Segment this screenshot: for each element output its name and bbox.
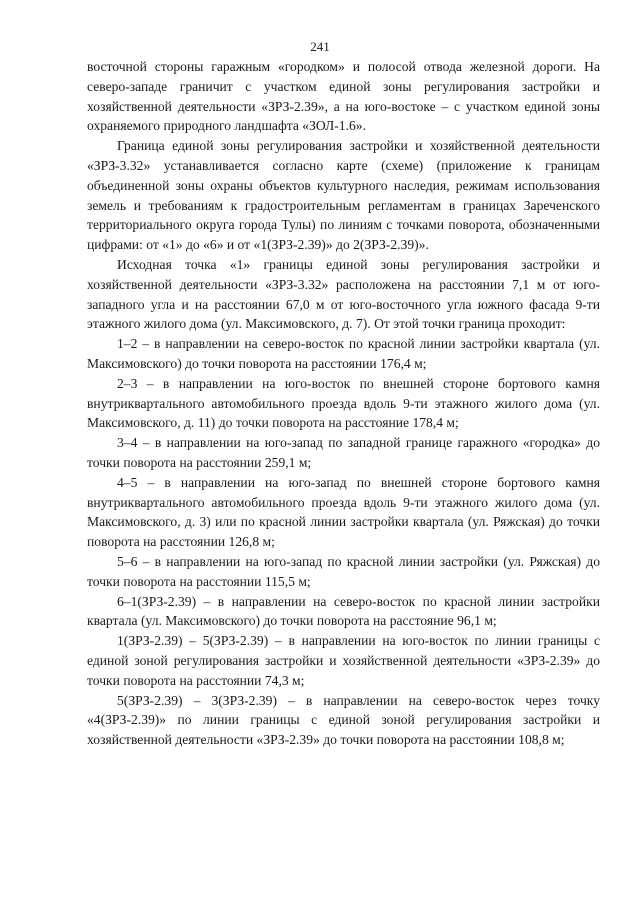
paragraph: 1(ЗРЗ-2.39) – 5(ЗРЗ-2.39) – в направлении на юго-восток по линии границы с единой зоной регулирования застройки и хозяйственной деятельности «ЗРЗ-2.39» до точки поворота на расстоянии 74,3 м; — [87, 633, 600, 688]
paragraph: Граница единой зоны регулирования застройки и хозяйственной деятельности «ЗРЗ-3.32» устанавливается согласно карте (схеме) (приложение к границам объединенной зоны охраны объектов культурного наследия, режимам использования земель и требованиям к градостроительным регламентам в границах Зареченского территориального округа города Тулы) по линиям с точками поворота, обозначенными цифрами: от «1» до «6» и от «1(ЗРЗ-2.39)» до 2(ЗРЗ-2.39)». — [87, 138, 600, 253]
paragraph: Исходная точка «1» границы единой зоны регулирования застройки и хозяйственной деятельности «ЗРЗ-3.32» расположена на расстоянии 7,1 м от юго-западного угла и на расстоянии 67,0 м от юго-восточного угла южного фасада 9-ти этажного жилого дома (ул. Максимовского, д. 7). От этой точки граница проходит: — [87, 256, 600, 332]
page-number: 241 — [310, 39, 330, 54]
paragraph: 4–5 – в направлении на юго-запад по внешней стороне бортового камня внутриквартального автомобильного проезда вдоль 9-ти этажного жилого дома (ул. Максимовского, д. 3) или по красной линии застройки квартала (ул. Ряжская) до точки поворота на расстоянии 126,8 м; — [87, 474, 600, 550]
paragraph: восточной стороны гаражным «городком» и полосой отвода железной дороги. На северо-западе граничит с участком единой зоны регулирования застройки и хозяйственной деятельности «ЗРЗ-2.39», а на юго-востоке – с участком единой зоны охраняемого природного ландшафта «ЗОЛ-1.6». — [87, 59, 600, 134]
paragraph: 3–4 – в направлении на юго-запад по западной границе гаражного «городка» до точки поворота на расстоянии 259,1 м; — [87, 435, 600, 470]
paragraph: 2–3 – в направлении на юго-восток по внешней стороне бортового камня внутриквартального автомобильного проезда вдоль 9-ти этажного жилого дома (ул. Максимовского, д. 11) до точки поворота на расстояние 178,4 м; — [87, 375, 600, 431]
body-text — [87, 57, 600, 750]
paragraph: 6–1(ЗРЗ-2.39) – в направлении на северо-восток по красной линии застройки квартала (ул. Максимовского) до точки поворота на расстояние 96,1 м; — [87, 593, 600, 629]
paragraph: 1–2 – в направлении на северо-восток по красной линии застройки квартала (ул. Максимовского) до точки поворота на расстоянии 176,4 м; — [87, 336, 600, 371]
paragraph: 5–6 – в направлении на юго-запад по красной линии застройки (ул. Ряжская) до точки поворота на расстоянии 115,5 м; — [87, 553, 600, 589]
paragraph: 5(ЗРЗ-2.39) – 3(ЗРЗ-2.39) – в направлении на северо-восток через точку «4(ЗРЗ-2.39)» по линии границы с единой зоной регулирования застройки и хозяйственной деятельности «ЗРЗ-2.39» до точки поворота на расстоянии 108,8 м; — [87, 692, 600, 748]
